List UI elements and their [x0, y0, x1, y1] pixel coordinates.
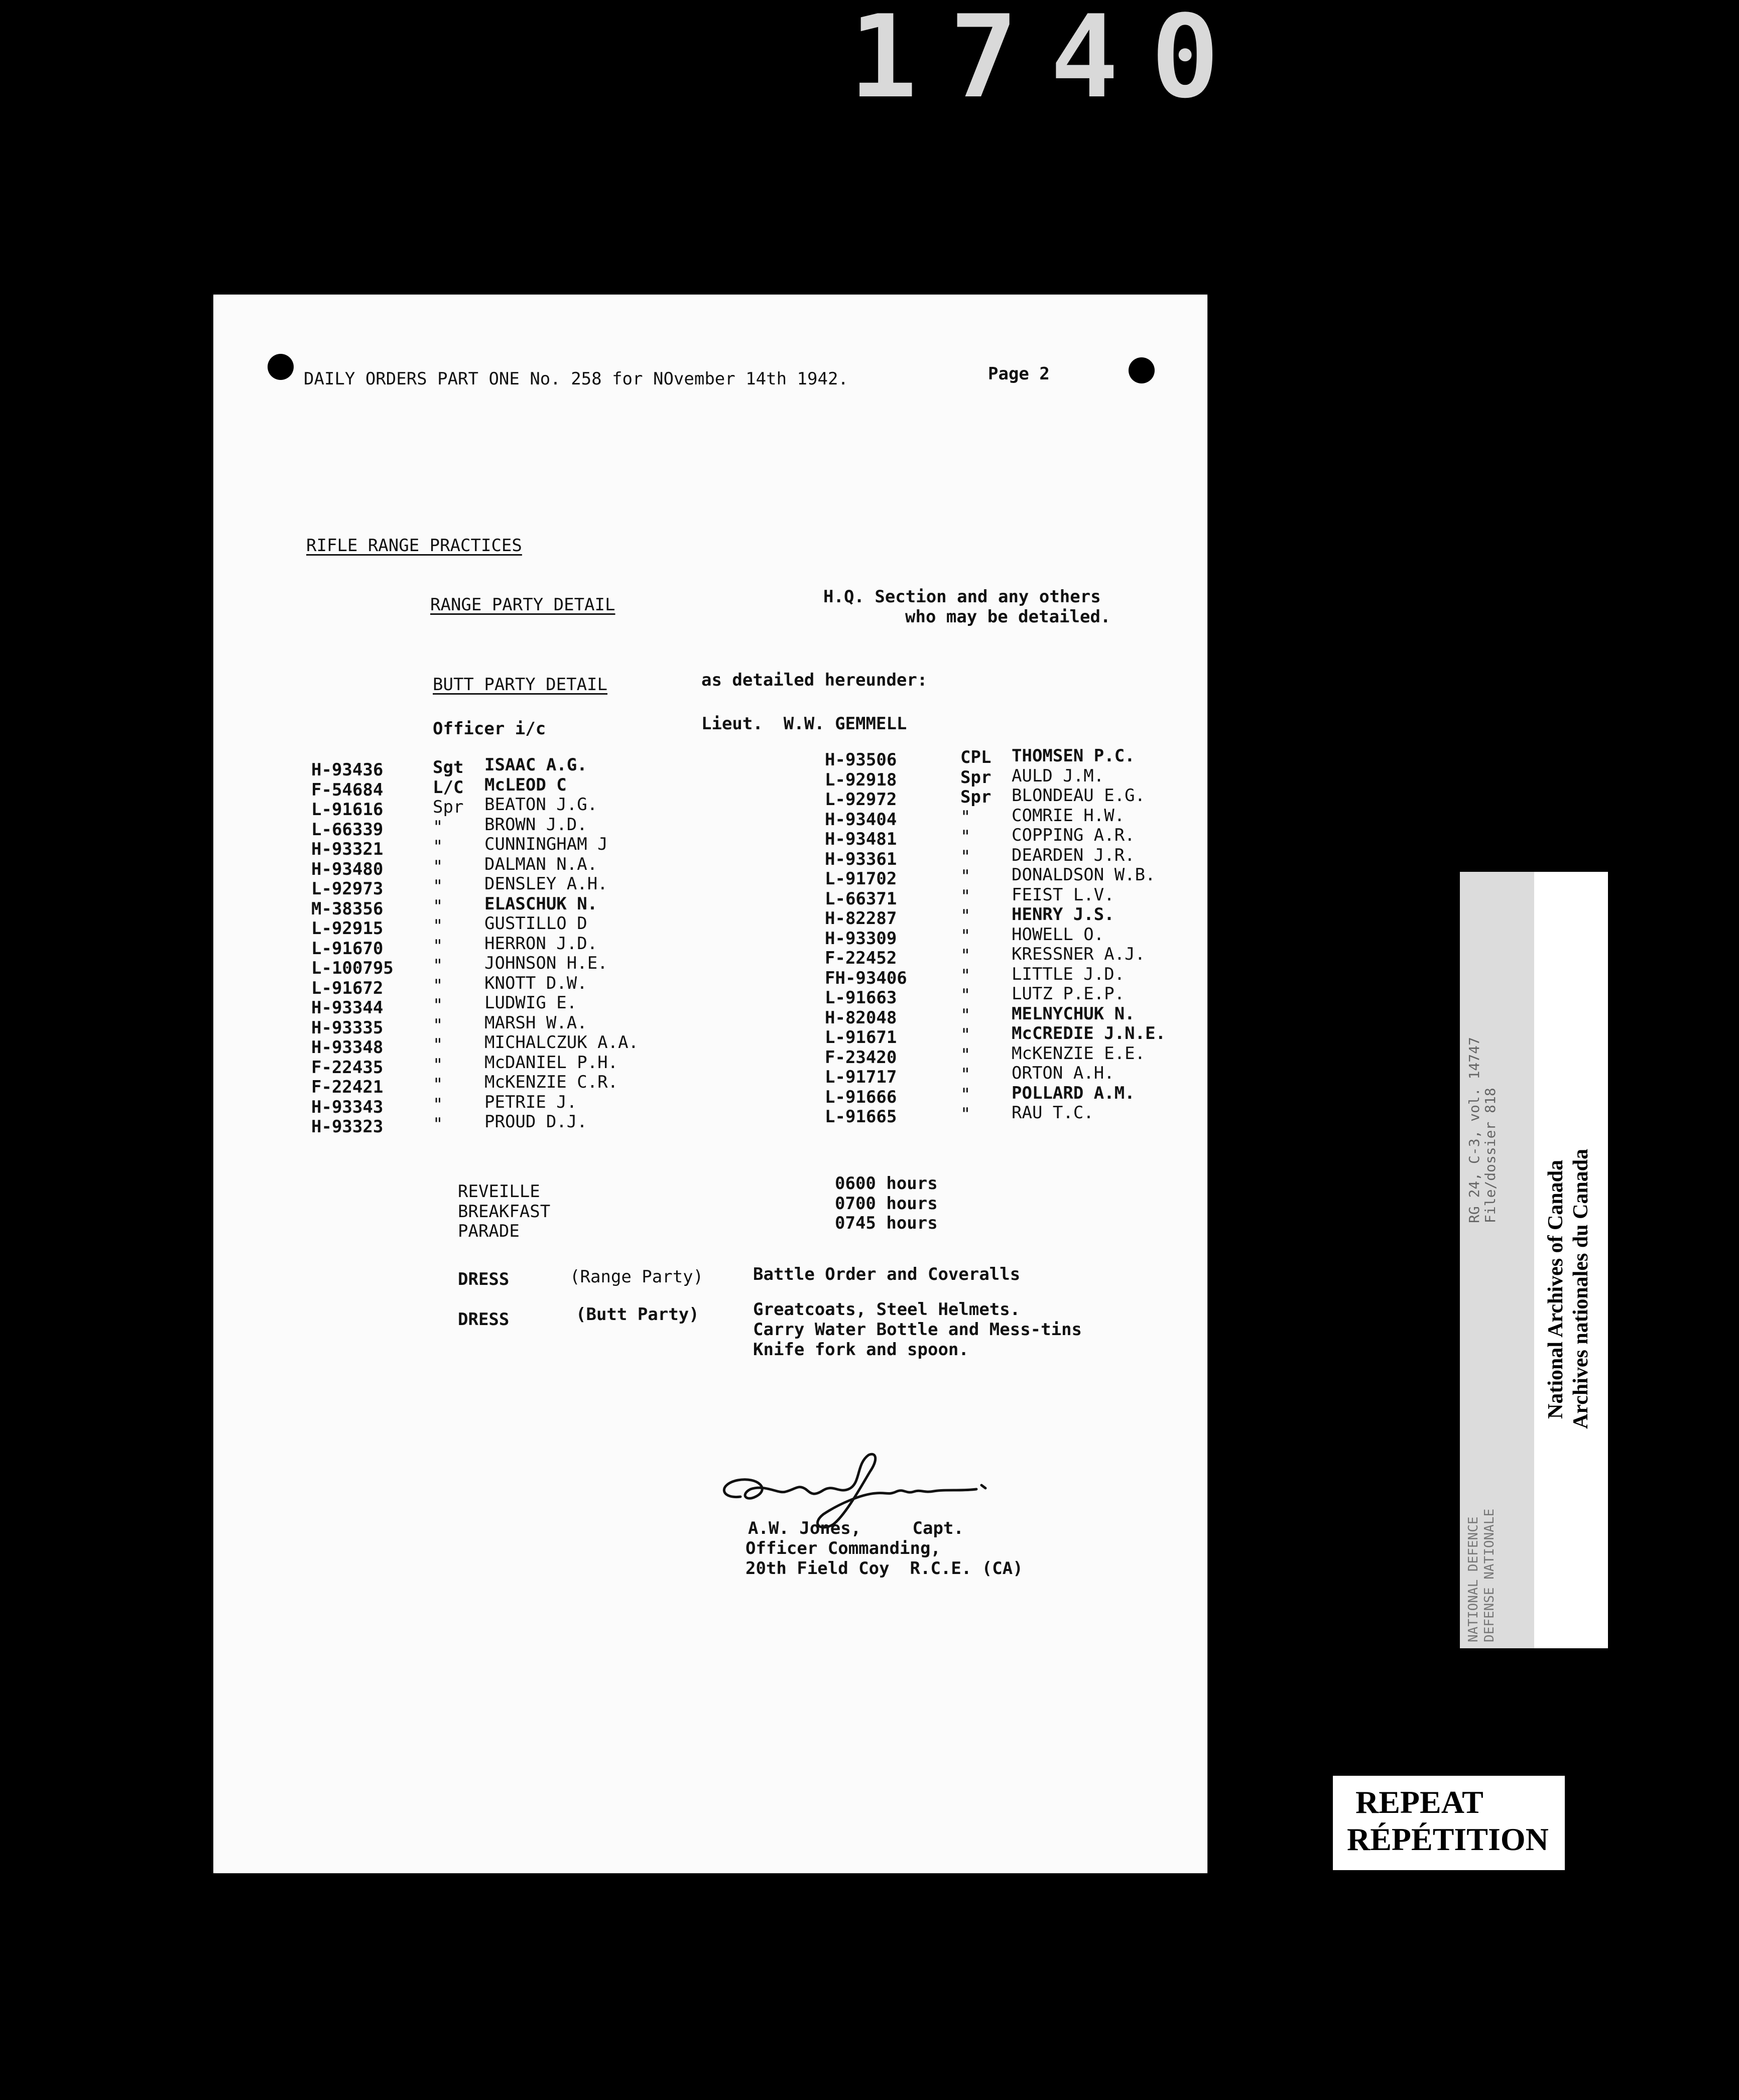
- roster-name: BEATON J.G.: [484, 795, 598, 815]
- left-roster-names: [484, 755, 746, 1132]
- roster-number: H-93361: [825, 849, 897, 869]
- roster-rank: ": [433, 1094, 443, 1115]
- roster-number: L-92972: [825, 790, 897, 810]
- roster-name: ELASCHUK N.: [484, 893, 598, 914]
- roster-number: L-92918: [825, 769, 897, 790]
- roster-rank: ": [960, 1005, 971, 1025]
- schedule-labels: [458, 1182, 608, 1242]
- roster-name: BLONDEAU E.G.: [1012, 785, 1146, 806]
- left-roster-ranks: [433, 758, 473, 1135]
- roster-rank: ": [433, 936, 443, 956]
- right-roster-ranks: [960, 748, 1001, 1125]
- roster-number: L-92973: [311, 879, 384, 899]
- butt-party-text: as detailed hereunder:: [701, 670, 928, 690]
- roster-name: THOMSEN P.C.: [1012, 746, 1135, 766]
- department-line-1: NATIONAL DEFENCE: [1466, 1516, 1481, 1642]
- roster-rank: CPL: [960, 747, 991, 767]
- dress-butt-label: DRESS: [458, 1309, 510, 1330]
- roster-rank: ": [960, 906, 971, 926]
- roster-name: MELNYCHUK N.: [1012, 1003, 1135, 1024]
- roster-name: PROUD D.J.: [484, 1112, 587, 1132]
- officer-value: Lieut. W.W. GEMMELL: [701, 714, 907, 734]
- roster-rank: ": [433, 1055, 443, 1075]
- schedule-times: [835, 1174, 985, 1234]
- roster-rank: ": [960, 1065, 971, 1085]
- roster-number: F-22421: [311, 1077, 384, 1097]
- roster-name: MARSH W.A.: [484, 1012, 587, 1033]
- roster-number: FH-93406: [825, 968, 907, 988]
- right-roster-names: [1012, 746, 1205, 1123]
- roster-rank: ": [960, 965, 971, 986]
- roster-rank: ": [433, 995, 443, 1015]
- roster-name: KNOTT D.W.: [484, 973, 587, 993]
- roster-number: H-93309: [825, 928, 897, 949]
- roster-rank: Spr: [960, 767, 991, 788]
- schedule-time: 0745 hours: [835, 1213, 938, 1233]
- document-title: DAILY ORDERS PART ONE No. 258 for NOvember 14th 1942.: [304, 369, 848, 389]
- roster-name: McDANIEL P.H.: [484, 1052, 618, 1073]
- roster-number: H-93321: [311, 839, 384, 859]
- roster-name: ORTON A.H.: [1012, 1063, 1114, 1083]
- roster-number: H-93506: [825, 750, 897, 770]
- roster-rank: L/C: [433, 777, 464, 798]
- roster-name: DENSLEY A.H.: [484, 874, 608, 894]
- roster-rank: ": [960, 926, 971, 946]
- document-page: [213, 295, 1207, 1873]
- officer-label: Officer i/c: [433, 719, 546, 739]
- roster-number: H-93348: [311, 1037, 384, 1058]
- roster-rank: ": [960, 866, 971, 886]
- roster-name: LUTZ P.E.P.: [1012, 984, 1125, 1004]
- section-title: RIFLE RANGE PRACTICES: [306, 536, 522, 556]
- roster-name: GUSTILLO D: [484, 913, 587, 934]
- roster-number: M-38356: [311, 898, 384, 919]
- dress-range-value: Battle Order and Coveralls: [753, 1264, 1021, 1284]
- roster-rank: ": [433, 956, 443, 976]
- roster-rank: ": [960, 1044, 971, 1065]
- roster-number: L-91672: [311, 978, 384, 998]
- signatory-name: A.W. Jones, Capt.: [748, 1518, 964, 1538]
- roster-rank: Sgt: [433, 757, 464, 777]
- roster-rank: ": [433, 896, 443, 916]
- dress-range-label: DRESS: [458, 1269, 510, 1289]
- roster-rank: ": [960, 1084, 971, 1105]
- roster-number: L-91666: [825, 1087, 897, 1107]
- range-party-text-1: H.Q. Section and any others: [823, 587, 1101, 607]
- roster-name: AULD J.M.: [1012, 765, 1104, 786]
- signatory-role: Officer Commanding,: [746, 1538, 941, 1558]
- schedule-time: 0600 hours: [835, 1173, 938, 1194]
- roster-name: DEARDEN J.R.: [1012, 845, 1135, 865]
- roster-number: L-91670: [311, 938, 384, 959]
- roster-number: L-91702: [825, 869, 897, 889]
- roster-number: H-82287: [825, 908, 897, 929]
- roster-name: McLEOD C: [484, 774, 567, 795]
- roster-number: H-93344: [311, 998, 384, 1018]
- roster-rank: ": [960, 827, 971, 847]
- roster-name: LUDWIG E.: [484, 993, 577, 1013]
- punch-hole-right: [1129, 357, 1155, 383]
- roster-rank: ": [960, 807, 971, 827]
- roster-name: DONALDSON W.B.: [1012, 865, 1156, 885]
- roster-name: DALMAN N.A.: [484, 854, 598, 874]
- roster-rank: ": [433, 916, 443, 936]
- roster-rank: ": [433, 975, 443, 996]
- roster-rank: ": [960, 985, 971, 1005]
- archive-name-french: Archives nationales du Canada: [1569, 1148, 1592, 1429]
- range-party-text-2: who may be detailed.: [905, 607, 1111, 627]
- schedule-label: REVEILLE: [458, 1182, 540, 1202]
- roster-number: L-91616: [311, 800, 384, 820]
- roster-rank: Spr: [433, 797, 464, 817]
- reference-line-2: File/dossier 818: [1482, 1088, 1499, 1223]
- roster-name: COMRIE H.W.: [1012, 805, 1125, 826]
- roster-number: L-91717: [825, 1067, 897, 1087]
- roster-rank: ": [960, 1025, 971, 1045]
- archive-name-english: National Archives of Canada: [1544, 1159, 1567, 1419]
- roster-name: CUNNINGHAM J: [484, 834, 608, 854]
- roster-rank: ": [960, 946, 971, 966]
- roster-name: JOHNSON H.E.: [484, 953, 608, 973]
- roster-number: H-93335: [311, 1017, 384, 1038]
- roster-rank: ": [433, 1015, 443, 1035]
- roster-name: LITTLE J.D.: [1012, 964, 1125, 984]
- roster-rank: ": [433, 876, 443, 896]
- roster-name: KRESSNER A.J.: [1012, 944, 1146, 964]
- punch-hole-left: [268, 354, 294, 380]
- roster-number: L-91671: [825, 1027, 897, 1047]
- roster-number: L-91663: [825, 988, 897, 1008]
- repeat-stamp-french: RÉPÉTITION: [1347, 1821, 1549, 1857]
- roster-name: McCREDIE J.N.E.: [1012, 1023, 1166, 1043]
- roster-number: F-22435: [311, 1057, 384, 1078]
- roster-name: HERRON J.D.: [484, 933, 598, 954]
- roster-rank: Spr: [960, 787, 991, 807]
- dress-butt-value-3: Knife fork and spoon.: [753, 1340, 969, 1360]
- roster-number: L-92915: [311, 918, 384, 939]
- archive-label-strip: [1460, 872, 1608, 1648]
- department-line-2: DEFENSE NATIONALE: [1482, 1508, 1497, 1642]
- roster-number: H-93404: [825, 809, 897, 830]
- left-roster-numbers: [311, 760, 412, 1137]
- roster-number: L-66371: [825, 888, 897, 909]
- roster-number: H-93343: [311, 1097, 384, 1117]
- microfilm-frame-number: 1740: [848, 0, 1251, 124]
- roster-name: POLLARD A.M.: [1012, 1083, 1135, 1103]
- roster-number: H-93323: [311, 1117, 384, 1137]
- roster-number: H-93480: [311, 859, 384, 879]
- roster-name: HENRY J.S.: [1012, 904, 1114, 925]
- roster-rank: ": [433, 1075, 443, 1095]
- page-number: Page 2: [988, 364, 1050, 384]
- right-roster-numbers: [825, 750, 925, 1127]
- dress-butt-party: (Butt Party): [576, 1304, 699, 1325]
- roster-rank: ": [433, 837, 443, 857]
- dress-range-party: (Range Party): [570, 1267, 704, 1287]
- roster-number: H-93436: [311, 760, 384, 780]
- roster-name: BROWN J.D.: [484, 814, 587, 835]
- roster-number: L-100795: [311, 958, 394, 978]
- schedule-label: BREAKFAST: [458, 1201, 551, 1222]
- range-party-label: RANGE PARTY DETAIL: [430, 595, 615, 615]
- roster-rank: ": [960, 846, 971, 867]
- schedule-time: 0700 hours: [835, 1193, 938, 1214]
- roster-rank: ": [433, 1035, 443, 1055]
- reference-line-1: RG 24, C-3, vol. 14747: [1466, 1037, 1482, 1223]
- roster-number: H-93481: [825, 829, 897, 849]
- roster-rank: ": [433, 1114, 443, 1134]
- roster-name: PETRIE J.: [484, 1092, 577, 1112]
- roster-name: McKENZIE C.R.: [484, 1072, 618, 1092]
- roster-name: RAU T.C.: [1012, 1103, 1094, 1123]
- roster-rank: ": [960, 886, 971, 906]
- roster-rank: ": [433, 817, 443, 837]
- schedule-label: PARADE: [458, 1221, 520, 1241]
- roster-name: ISAAC A.G.: [484, 755, 587, 775]
- roster-name: COPPING A.R.: [1012, 825, 1135, 845]
- dress-butt-value-2: Carry Water Bottle and Mess-tins: [753, 1320, 1082, 1340]
- roster-number: F-54684: [311, 779, 384, 800]
- roster-rank: ": [960, 1104, 971, 1124]
- roster-name: HOWELL O.: [1012, 924, 1104, 945]
- roster-rank: ": [433, 856, 443, 877]
- roster-number: F-22452: [825, 948, 897, 968]
- signatory-unit: 20th Field Coy R.C.E. (CA): [746, 1558, 1023, 1579]
- roster-name: MICHALCZUK A.A.: [484, 1032, 639, 1053]
- roster-number: L-91665: [825, 1107, 897, 1127]
- roster-number: L-66339: [311, 819, 384, 840]
- repeat-stamp-english: REPEAT: [1355, 1784, 1483, 1820]
- repeat-stamp: [1333, 1776, 1565, 1870]
- butt-party-label: BUTT PARTY DETAIL: [433, 675, 607, 695]
- dress-butt-value-1: Greatcoats, Steel Helmets.: [753, 1299, 1021, 1320]
- roster-name: McKENZIE E.E.: [1012, 1043, 1146, 1064]
- roster-name: FEIST L.V.: [1012, 884, 1114, 905]
- roster-number: F-23420: [825, 1047, 897, 1068]
- roster-number: H-82048: [825, 1007, 897, 1028]
